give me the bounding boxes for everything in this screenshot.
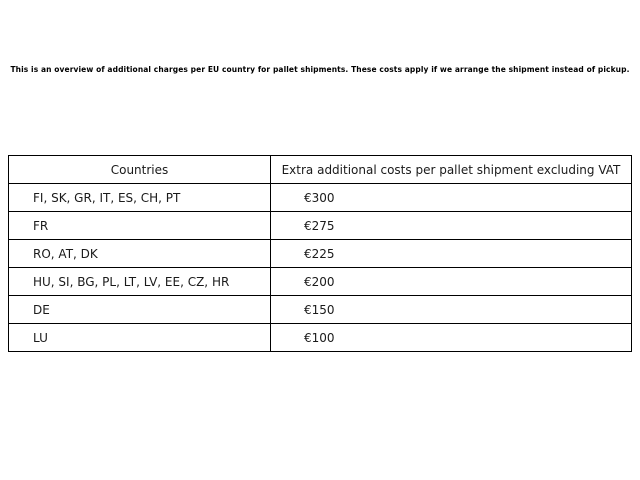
table-cell-cost: €100 — [271, 324, 632, 352]
column-header-countries: Countries — [9, 156, 271, 184]
table-row — [9, 212, 632, 240]
table-cell-countries: FI, SK, GR, IT, ES, CH, PT — [9, 184, 271, 212]
table-cell-cost: €275 — [271, 212, 632, 240]
table-cell-countries: HU, SI, BG, PL, LT, LV, EE, CZ, HR — [9, 268, 271, 296]
table-row — [9, 324, 632, 352]
table-cell-countries: DE — [9, 296, 271, 324]
table-cell-countries: RO, AT, DK — [9, 240, 271, 268]
table-row — [9, 268, 632, 296]
table-cell-countries: FR — [9, 212, 271, 240]
page-title: This is an overview of additional charges per EU country for pallet shipments. These costs apply if we arrange the shipment instead of pickup. — [10, 65, 630, 74]
table-row — [9, 184, 632, 212]
table-cell-cost: €150 — [271, 296, 632, 324]
table-cell-cost: €200 — [271, 268, 632, 296]
table-cell-countries: LU — [9, 324, 271, 352]
table-cell-cost: €225 — [271, 240, 632, 268]
table-header-row — [9, 156, 632, 184]
table-cell-cost: €300 — [271, 184, 632, 212]
charges-table — [8, 155, 632, 352]
column-header-cost: Extra additional costs per pallet shipment excluding VAT — [271, 156, 632, 184]
table-row — [9, 240, 632, 268]
table-row — [9, 296, 632, 324]
